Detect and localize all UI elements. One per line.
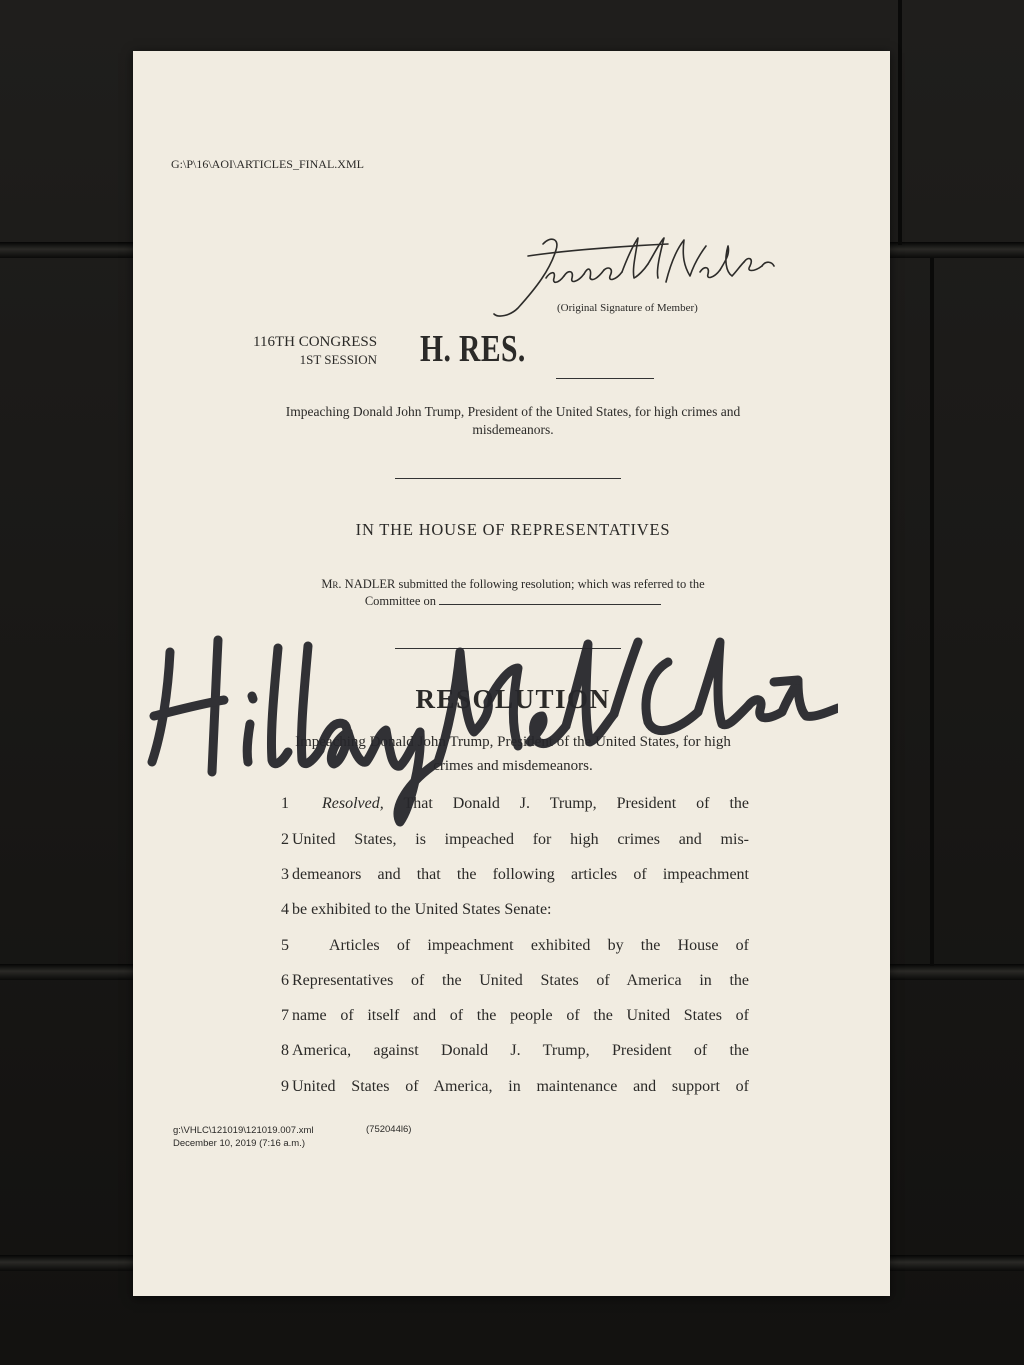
line-text: Articles of impeachment exhibited by the House of: [329, 937, 749, 954]
plank-seam: [930, 258, 934, 966]
line-text: name of itself and of the people of the United States of: [292, 1007, 749, 1024]
line-number: 7: [281, 1007, 289, 1024]
body-line: [251, 972, 751, 1008]
congress-label: 116TH CONGRESS: [253, 334, 378, 350]
file-path: G:\P\16\AOI\ARTICLES_FINAL.XML: [171, 157, 364, 171]
submission-text: submitted the following resolution; which was referred to the: [398, 577, 705, 591]
line-number: 9: [281, 1078, 289, 1095]
line-text: demeanors and that the following articles of impeachment: [292, 866, 749, 883]
short-title: Impeaching Donald John Trump, President of the United States, for high crimes and misdemeanors.: [285, 404, 741, 437]
submitting-member: Mr. NADLER: [321, 577, 396, 591]
session-label: 1ST SESSION: [299, 352, 378, 367]
line-number: 4: [281, 901, 289, 918]
congress-session: [253, 334, 377, 368]
resolved-lead: Resolved,: [322, 795, 384, 812]
signature-caption: (Original Signature of Member): [557, 302, 698, 314]
body-line: [251, 937, 751, 973]
line-number: 5: [281, 937, 289, 954]
plank-seam: [898, 0, 902, 245]
line-number: 2: [281, 831, 289, 848]
body-line: [251, 901, 751, 937]
body-line: [251, 866, 751, 902]
line-number: 1: [281, 795, 289, 812]
body-line: [251, 1042, 751, 1078]
resolution-number-label: H. RES.: [420, 328, 526, 370]
line-number: 6: [281, 972, 289, 989]
footer-date: December 10, 2019 (7:16 a.m.): [173, 1138, 306, 1149]
committee-label: Committee on: [364, 594, 437, 608]
line-text: America, against Donald J. Trump, President of the: [292, 1042, 749, 1059]
line-text: United States, is impeached for high crimes and mis-: [292, 831, 749, 848]
footer-code: (752044l6): [366, 1124, 412, 1135]
committee-blank: [439, 594, 661, 605]
long-title: Impeaching Donald John Trump, President of the United States, for high crimes and misdemeanors.: [295, 734, 731, 774]
chamber-heading: IN THE HOUSE OF REPRESENTATIVES: [355, 520, 671, 539]
divider: [395, 478, 621, 479]
clinton-autograph: [138, 612, 838, 842]
line-number: 3: [281, 866, 289, 883]
line-text: United States of America, in maintenance and support of: [292, 1078, 749, 1095]
submission-statement: [278, 576, 748, 610]
footer-meta: [173, 1124, 314, 1150]
resolution-heading: RESOLUTION: [415, 684, 611, 714]
body-line: [251, 1007, 751, 1043]
line-number: 8: [281, 1042, 289, 1059]
resolution-number-blank: [556, 378, 654, 379]
footer-path: g:\VHLC\121019\121019.007.xml: [173, 1125, 314, 1136]
body-line: [251, 1078, 751, 1114]
line-text-body: That Donald J. Trump, President of the: [403, 795, 750, 812]
line-text: Representatives of the United States of America in the: [292, 972, 749, 989]
line-text: be exhibited to the United States Senate:: [292, 901, 552, 918]
